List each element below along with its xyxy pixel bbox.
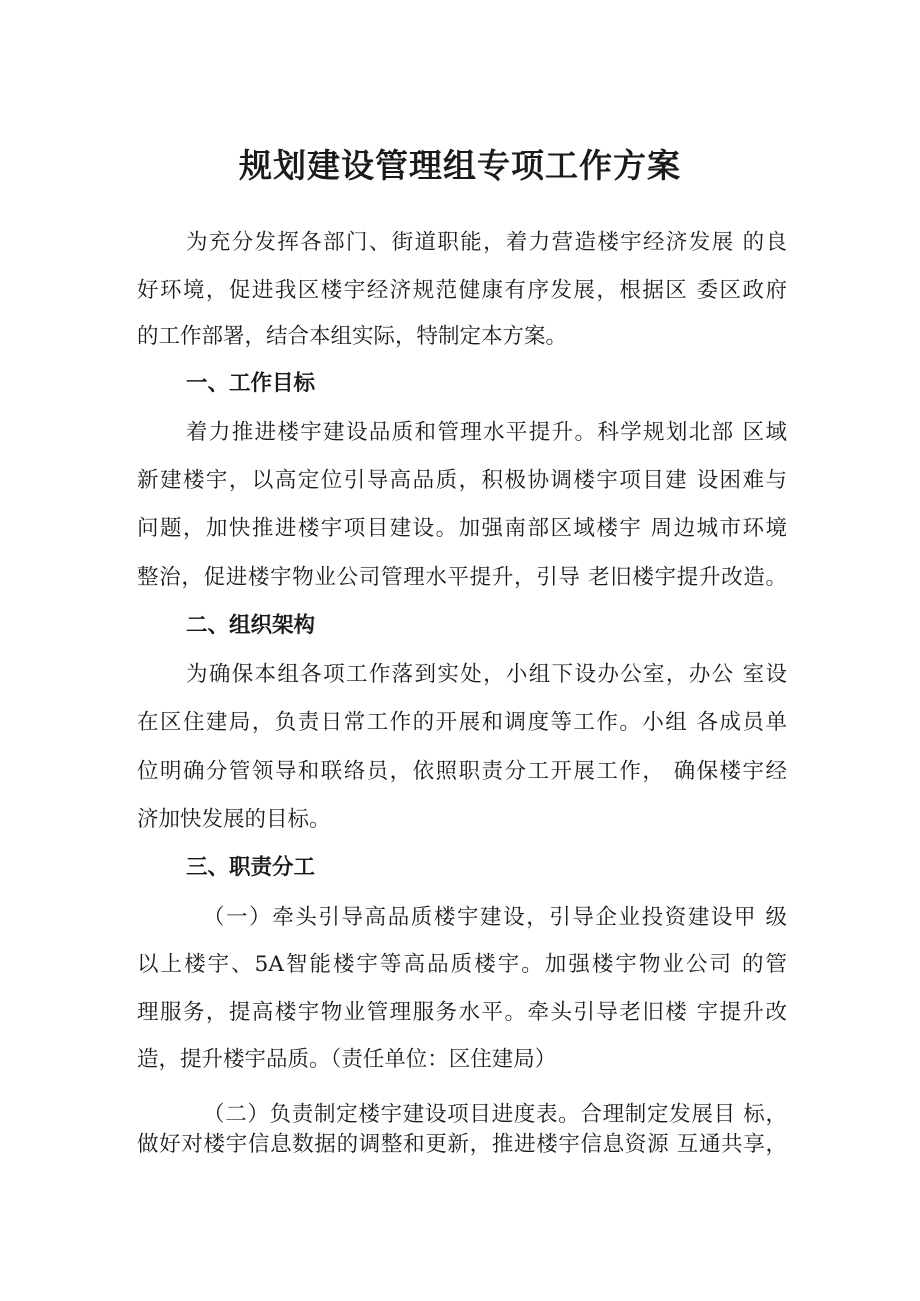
paragraph-line: 位明确分管领导和联络员，依照职责分工开展工作， 确保楼宇经 [137,759,787,784]
section-heading-goals: 一、工作目标 [186,371,316,396]
paragraph-line: 新建楼宇，以高定位引导高品质，积极协调楼宇项目建 设困难与 [137,468,787,493]
intro-line: 好环境，促进我区楼宇经济规范健康有序发展，根据区 委区政府 [137,278,787,303]
paragraph-line: 整治，促进楼宇物业公司管理水平提升，引导 老旧楼宇提升改造。 [137,565,787,590]
intro-line: 为充分发挥各部门、街道职能，着力营造楼宇经济发展 的良 [186,230,787,255]
section-heading-responsibilities: 三、职责分工 [186,855,316,880]
paragraph-line: 在区住建局，负责日常工作的开展和调度等工作。小组 各成员单 [137,710,787,735]
section-heading-organization: 二、组织架构 [186,613,316,638]
item-line: 做好对楼宇信息数据的调整和更新，推进楼宇信息资源 互通共享， [137,1132,787,1157]
item-line: 理服务，提高楼宇物业管理服务水平。牵头引导老旧楼 宇提升改 [137,1000,787,1025]
paragraph-line: 济加快发展的目标。 [137,807,331,832]
item-line: （一）牵头引导高品质楼宇建设，引导企业投资建设甲 级 [203,905,787,930]
intro-line: 的工作部署，结合本组实际，特制定本方案。 [137,324,568,349]
item-line: 造，提升楼宇品质。（责任单位：区住建局） [137,1047,557,1072]
paragraph-line: 为确保本组各项工作落到实处，小组下设办公室，办公 室设 [186,662,787,687]
item-line: 以上楼宇、5A智能楼宇等高品质楼宇。加强楼宇物业公司 的管 [137,952,787,977]
document-title: 规划建设管理组专项工作方案 [239,146,681,185]
item-line: （二）负责制定楼宇建设项目进度表。合理制定发展目 标， [203,1102,787,1127]
paragraph-line: 问题，加快推进楼宇项目建设。加强南部区域楼宇 周边城市环境 [137,516,787,541]
paragraph-line: 着力推进楼宇建设品质和管理水平提升。科学规划北部 区域 [186,420,787,445]
